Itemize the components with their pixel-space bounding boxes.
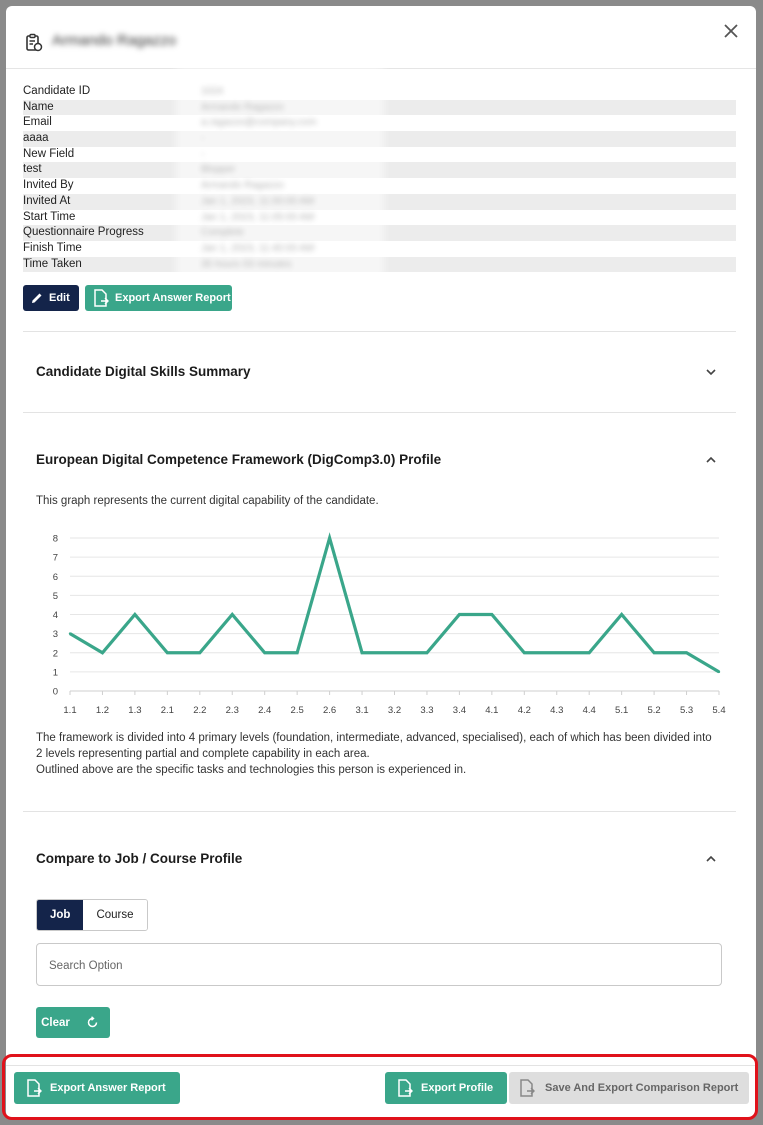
save-export-comparison-label: Save And Export Comparison Report: [545, 1082, 739, 1094]
data-point: [653, 652, 655, 654]
data-point: [458, 613, 460, 615]
x-tick-label: 4.3: [550, 705, 564, 716]
export-profile-label: Export Profile: [421, 1082, 494, 1094]
digcomp-line-chart: [36, 520, 726, 720]
divider: [23, 811, 736, 812]
footer-export-answer-report-label: Export Answer Report: [50, 1082, 166, 1094]
info-label: Start Time: [23, 210, 76, 223]
x-tick-label: 5.2: [647, 705, 661, 716]
tab-course[interactable]: Course: [83, 900, 146, 930]
data-point: [361, 652, 363, 654]
data-point: [199, 652, 201, 654]
redaction-mask: [176, 66, 384, 278]
clipboard-icon: [24, 33, 44, 53]
info-label: Email: [23, 116, 52, 129]
y-tick-label: 4: [52, 610, 58, 621]
data-point: [620, 613, 622, 615]
info-label: Candidate ID: [23, 85, 91, 97]
chevron-down-icon[interactable]: [704, 365, 718, 379]
data-point: [718, 671, 720, 673]
x-tick-label: 4.4: [582, 705, 596, 716]
x-tick-label: 3.4: [452, 705, 467, 716]
info-label: Time Taken: [23, 257, 82, 270]
edit-button[interactable]: [23, 285, 79, 311]
y-tick-label: 2: [52, 648, 58, 660]
x-tick-label: 1.3: [128, 705, 142, 716]
info-label: Finish Time: [23, 241, 82, 254]
x-tick-label: 5.4: [712, 705, 726, 716]
framework-description: [36, 730, 712, 778]
modal-header: [6, 6, 756, 69]
info-label: New Field: [23, 147, 75, 160]
data-point: [166, 652, 168, 654]
framework-text-line-3: Outlined above are the specific tasks and technologies this person is experienced in.: [36, 764, 467, 776]
compare-profile-title[interactable]: Compare to Job / Course Profile: [36, 851, 243, 866]
x-tick-label: 2.6: [322, 705, 337, 716]
refresh-icon: [86, 1016, 99, 1029]
x-tick-label: 5.3: [679, 705, 694, 716]
export-answer-report-label: Export Answer Report: [115, 292, 231, 304]
clear-button-label: Clear: [41, 1016, 70, 1029]
framework-text-line-1: The framework is divided into 4 primary levels (foundation, intermediate, advanced, specialised), each of which has been divided into: [36, 732, 712, 744]
y-tick-label: 7: [52, 552, 58, 564]
job-course-toggle: [36, 899, 148, 931]
tab-job[interactable]: Job: [37, 900, 83, 930]
y-tick-label: 1: [52, 667, 58, 679]
x-tick-label: 3.1: [355, 705, 369, 716]
info-label: test: [23, 163, 42, 176]
info-label: Name: [23, 100, 54, 113]
pencil-icon: [31, 292, 43, 304]
candidate-name-title: Armando Ragazzo: [52, 32, 177, 49]
file-export-icon: [519, 1079, 535, 1097]
data-point: [556, 652, 558, 654]
x-tick-label: 2.2: [193, 705, 207, 716]
edit-button-label: Edit: [49, 292, 70, 304]
chevron-up-icon[interactable]: [704, 852, 718, 866]
data-point: [264, 652, 266, 654]
x-tick-label: 4.2: [517, 705, 531, 716]
info-label: Questionnaire Progress: [23, 226, 144, 239]
data-point: [69, 632, 71, 634]
data-point: [134, 613, 136, 615]
divider: [23, 412, 736, 413]
y-tick-label: 5: [52, 590, 58, 602]
framework-text-line-2: 2 levels representing partial and complete capability in each area.: [36, 748, 370, 760]
save-export-comparison-button[interactable]: [509, 1072, 749, 1104]
data-point: [231, 613, 233, 615]
x-tick-label: 2.3: [225, 705, 239, 716]
x-tick-label: 3.2: [387, 705, 402, 716]
file-export-icon: [93, 289, 109, 307]
divider: [23, 331, 736, 332]
candidate-modal: [6, 6, 756, 1118]
x-tick-label: 4.1: [485, 705, 499, 716]
data-point: [393, 652, 395, 654]
file-export-icon: [397, 1079, 413, 1097]
data-point: [296, 652, 298, 654]
footer-export-answer-report-button[interactable]: [14, 1072, 180, 1104]
search-option-field[interactable]: [36, 943, 722, 986]
y-tick-label: 3: [52, 629, 58, 641]
data-point: [426, 652, 428, 654]
close-icon[interactable]: [720, 20, 742, 42]
data-point: [523, 652, 525, 654]
x-tick-label: 2.1: [160, 705, 174, 716]
digcomp-description: This graph represents the current digital capability of the candidate.: [36, 495, 379, 507]
x-tick-label: 1.1: [63, 705, 77, 716]
chevron-up-icon[interactable]: [704, 453, 718, 467]
x-tick-label: 3.3: [420, 705, 434, 716]
export-profile-button[interactable]: [385, 1072, 507, 1104]
x-tick-label: 5.1: [615, 705, 629, 716]
export-answer-report-button[interactable]: [85, 285, 232, 311]
y-tick-label: 8: [52, 533, 58, 545]
data-point: [101, 652, 103, 654]
x-tick-label: 1.2: [95, 705, 110, 716]
data-point: [491, 613, 493, 615]
x-tick-label: 2.4: [258, 705, 272, 716]
info-label: aaaa: [23, 132, 49, 145]
search-input[interactable]: [37, 944, 691, 987]
y-tick-label: 6: [52, 571, 58, 583]
data-point: [685, 652, 687, 654]
clear-button[interactable]: [36, 1007, 110, 1038]
skills-summary-title[interactable]: Candidate Digital Skills Summary: [36, 364, 251, 379]
info-label: Invited At: [23, 194, 71, 207]
digcomp-profile-title[interactable]: European Digital Competence Framework (DigComp3.0) Profile: [36, 452, 442, 467]
data-point: [328, 537, 330, 539]
y-tick-label: 0: [52, 686, 58, 698]
x-tick-label: 2.5: [290, 705, 304, 716]
data-point: [588, 652, 590, 654]
info-label: Invited By: [23, 179, 74, 192]
file-export-icon: [26, 1079, 42, 1097]
